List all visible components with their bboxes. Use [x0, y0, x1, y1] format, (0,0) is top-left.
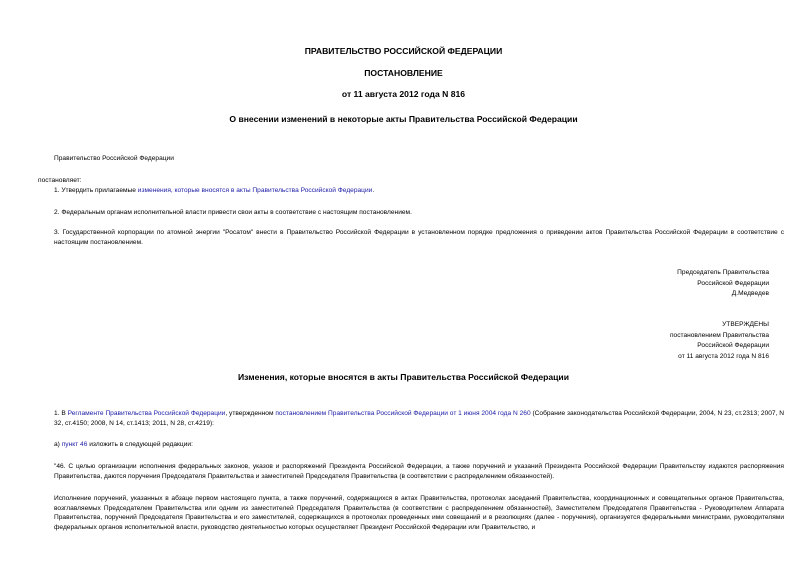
signature-name: Д.Медведев: [731, 290, 769, 297]
execution-paragraph: Исполнение поручений, указанных в абзаце первом настоящего пункта, а также поручений, содержащихся в актах Правительства, протоколах заседаний Правительства, координационных и совещательных органов Правительства, возглавляемых Председателем Правительства или одним из заместителей Председателя Правительства (в соответствии с распределением обязанностей), Заместителем Председателя Правительства - Руководителем Аппарата Правительства, поручений Председателя Правительства и его заместителей, содержащихся в протоколах проведенных ими совещаний и в резолюциях (далее - поручения), организуется федеральными министрами, руководителями федеральных органов исполнительной власти, руководство деятельностью которых осуществляет Президент Российской Федерации или Правительство, и: [54, 495, 784, 531]
item-1-text: 1. Утвердить прилагаемые: [54, 187, 138, 194]
changes-link[interactable]: изменения, которые вносятся в акты Правительства Российской Федерации: [137, 187, 373, 194]
decrees-word: постановляет:: [38, 177, 82, 184]
p1-start: 1. В: [54, 410, 68, 417]
changes-paragraph-1: [38, 409, 784, 428]
government-heading: ПРАВИТЕЛЬСТВО РОССИЙСКОЙ ФЕДЕРАЦИИ: [304, 46, 503, 56]
item-3: [38, 228, 784, 247]
p1-end: (Собрание законодательства Российской Федерации, 2004, N 23, ст.2313; 2007, N 32, ст.4150; 2008, N 14, ст.1413; 2011, N 28, ст.4219):: [54, 410, 785, 427]
p1-mid: , утвержденном: [225, 410, 276, 417]
approval-word: УТВЕРЖДЕНЫ: [722, 321, 769, 328]
item-2: 2. Федеральным органам исполнительной власти привести свои акты в соответствие с настоящим постановлением.: [54, 209, 412, 216]
pa-end: изложить в следующей редакции:: [87, 441, 193, 448]
subparagraph-a: [38, 440, 784, 450]
point-46-link[interactable]: пункт 46: [61, 441, 88, 448]
approval-country: Российской Федерации: [697, 342, 769, 349]
approval-by: постановлением Правительства: [669, 331, 769, 339]
approval-block: [670, 320, 769, 362]
pa-start: а): [54, 441, 62, 448]
document-date: от 11 августа 2012 года N 816: [341, 89, 466, 99]
government-line: Правительство Российской Федерации: [54, 155, 174, 162]
point-46-text: "46. С целью организации исполнения федеральных законов, указов и распоряжений Президента Российской Федерации, а также поручений и указаний Президента Российской Федерации Правительству издаются распоряжения Правительства, даются поручения Председателя Правительства и заместителей Председателя Правительства (в соответствии с распределением обязанностей).: [54, 463, 784, 480]
resolution-260-link[interactable]: постановлением Правительства Российской Федерации от 1 июня 2004 года N 260: [275, 410, 531, 417]
item-1: [38, 186, 784, 196]
changes-title: Изменения, которые вносятся в акты Правительства Российской Федерации: [237, 372, 569, 382]
document-type: ПОСТАНОВЛЕНИЕ: [364, 68, 443, 78]
document-title: О внесении изменений в некоторые акты Правительства Российской Федерации: [229, 114, 578, 124]
reglament-link[interactable]: Регламенте Правительства Российской Федерации: [67, 410, 226, 417]
signature-block: [677, 268, 769, 300]
signature-position: Председатель Правительства: [677, 269, 769, 276]
item-3-text: 3. Государственной корпорации по атомной энергии "Росатом" внести в Правительство Российской Федерации в установленном порядке предложения о приведении актов Правительства Российской Федерации в соответствие с настоящим постановлением.: [54, 229, 784, 246]
item-1-end: .: [372, 187, 375, 194]
signature-country: Российской Федерации: [697, 279, 769, 287]
approval-date: от 11 августа 2012 года N 816: [678, 352, 769, 360]
